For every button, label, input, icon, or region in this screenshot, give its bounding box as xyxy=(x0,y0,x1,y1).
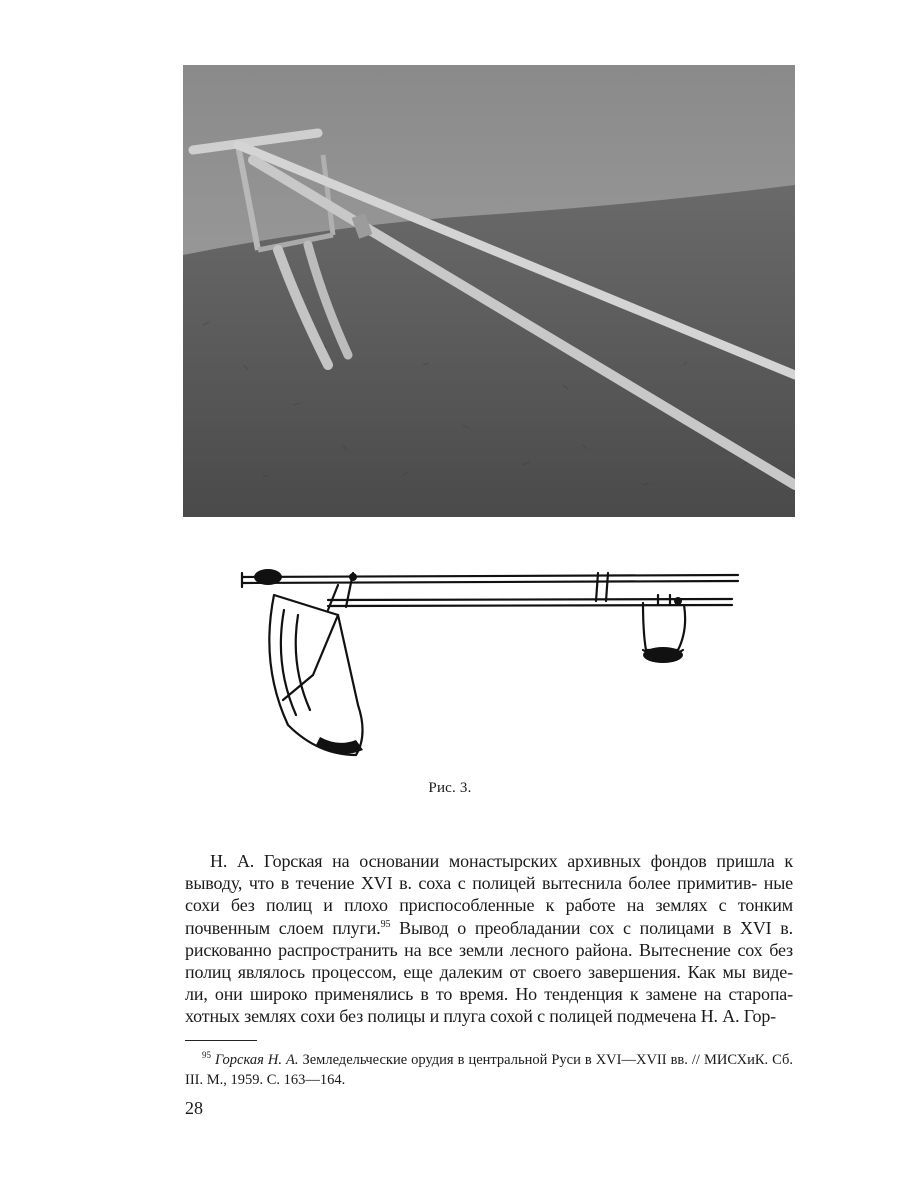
sokha-photo-image xyxy=(183,65,795,517)
sokha-drawing-image xyxy=(238,555,742,775)
page-number: 28 xyxy=(185,1098,203,1118)
drawing-shaft-upper xyxy=(242,575,738,577)
text-line: ные сохи без полиц и плохо приспособленные к работе на землях с тонким xyxy=(185,873,793,916)
text-line: хотных землях сохи без полицы и плуга сохой с полицей подмечена Н. А. Гор- xyxy=(185,1006,777,1027)
text-line: почвенным слоем плуги. xyxy=(185,917,381,938)
footnote-reference[interactable]: 95 xyxy=(380,918,391,930)
main-paragraph xyxy=(185,850,793,1028)
drawing-hanging-loop xyxy=(643,603,685,650)
text-line: полиц являлось процессом, еще далеким от своего завершения. Как мы виде- xyxy=(185,962,793,983)
text-line: рискованно распространить на все земли лесного района. Вытеснение сох без xyxy=(185,939,793,960)
footnote-number: 95 xyxy=(202,1050,211,1061)
footnote-divider xyxy=(185,1040,257,1041)
drawing-shaft-lower xyxy=(328,599,732,600)
footnote xyxy=(185,1050,793,1090)
main-text xyxy=(185,850,793,1028)
sokha-photograph xyxy=(183,65,795,517)
text-line: Н. А. Горская на основании монастырских архивных фондов пришла xyxy=(210,851,775,871)
text-line: Вывод о преобладании сох с полицами в XVI в. xyxy=(390,917,793,938)
footnote-author: Горская Н. А. xyxy=(215,1052,299,1068)
text-line: ли, они широко применялись в то время. Но тенденция к замене на старопа- xyxy=(185,984,793,1005)
footnote-text: Земледельческие орудия в центральной Руси в XVI—XVII вв. // xyxy=(298,1052,700,1068)
footnote-paragraph xyxy=(185,1050,793,1090)
figure-caption: Рис. 3. xyxy=(428,780,472,796)
sokha-line-drawing xyxy=(238,555,742,775)
text-line: к выводу, что в течение XVI в. соха с полицей вытеснила более примитив- xyxy=(185,851,793,894)
footnote-text: МИСХиК. Сб. III. М., 1959. С. 163—164. xyxy=(185,1052,794,1088)
